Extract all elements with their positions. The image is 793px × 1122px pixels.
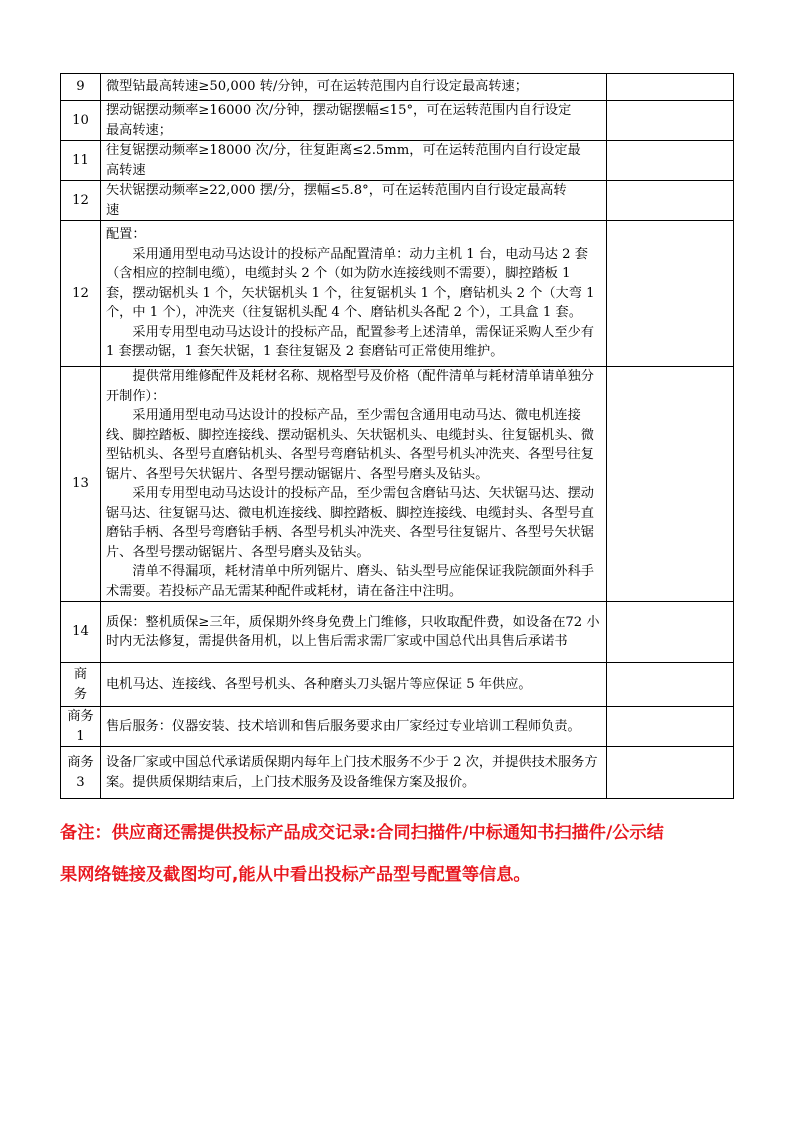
config-paragraph: 采用专用型电动马达设计的投标产品，配置参考上述清单，需保证采购人至少有 1 套摆动锯，1 套矢状锯，1 套往复锯及 2 套磨钻可正常使用维护。	[106, 324, 594, 360]
response-cell	[607, 74, 734, 101]
row-label	[61, 663, 101, 707]
row-number: 12	[61, 221, 101, 367]
requirement-text: 售后服务：仪器安装、技术培训和售后服务要求由厂家经过专业培训工程师负责。	[101, 707, 607, 747]
requirement-text: 设备厂家或中国总代承诺质保期内每年上门技术服务不少于 2 次，并提供技术服务方案。提供质保期结束后，上门技术服务及设备维保方案及报价。	[101, 747, 607, 799]
table-row	[61, 101, 734, 141]
requirement-text	[101, 101, 607, 141]
parts-paragraph: 清单不得漏项，耗材清单中所列锯片、磨头、钻头型号应能保证我院颌面外科手术需要。若投标产品无需某种配件或耗材，请在备注中注明。	[106, 564, 594, 599]
row-number: 11	[61, 141, 101, 181]
table-row	[61, 367, 734, 602]
text-line: 最高转速；	[106, 122, 172, 138]
row-number: 13	[61, 367, 101, 602]
requirement-text	[101, 181, 607, 221]
remark-line: 果网络链接及截图均可,能从中看出投标产品型号配置等信息。	[60, 865, 531, 885]
remark-line: 备注：供应商还需提供投标产品成交记录:合同扫描件/中标通知书扫描件/公示结	[60, 823, 664, 843]
config-heading: 配置：	[106, 227, 146, 243]
table-row	[61, 74, 734, 101]
table-row	[61, 707, 734, 747]
parts-paragraph: 采用通用型电动马达设计的投标产品，至少需包含通用电动马达、微电机连接线、脚控踏板、脚控连接线、摆动锯机头、矢状锯机头、电缆封头、往复锯机头、微型钻机头、各型号直磨钻机头、各型号弯磨钻机头、各型号机头冲洗夹、各型号往复锯片、各型号矢状锯片、各型号摆动锯锯片、各型号磨头及钻头。	[106, 408, 594, 482]
text-line: 微型钻最高转速≥50,000 转/分钟，可在运转范围内自行设定最高转速；	[106, 79, 528, 95]
response-cell	[607, 141, 734, 181]
text-line: 摆动锯摆动频率≥16000 次/分钟，摆动锯摆幅≤15°，可在运转范围内自行设定	[106, 103, 572, 118]
requirement-text	[101, 367, 607, 602]
row-label-line: 商	[73, 667, 88, 682]
text-line: 高转速	[106, 162, 146, 178]
response-cell	[607, 101, 734, 141]
parts-paragraph: 提供常用维修配件及耗材名称、规格型号及价格（配件清单与耗材清单请单独分开制作）：	[106, 369, 594, 404]
requirement-text	[101, 74, 607, 101]
response-cell	[607, 221, 734, 367]
row-label-line: 商务	[67, 709, 94, 724]
requirements-table	[60, 73, 734, 799]
text-line: 往复锯摆动频率≥18000 次/分，往复距离≤2.5mm，可在运转范围内自行设定最	[106, 143, 581, 158]
table-row	[61, 602, 734, 663]
table-row	[61, 747, 734, 799]
text-line: 矢状锯摆动频率≥22,000 摆/分，摆幅≤5.8°，可在运转范围内自行设定最高转	[106, 183, 567, 198]
row-number: 9	[61, 74, 101, 101]
row-label-line: 务	[73, 686, 88, 702]
requirement-text	[101, 141, 607, 181]
response-cell	[607, 707, 734, 747]
table-row	[61, 663, 734, 707]
table-row	[61, 141, 734, 181]
table-row	[61, 181, 734, 221]
response-cell	[607, 367, 734, 602]
parts-paragraph: 采用专用型电动马达设计的投标产品，至少需包含磨钻马达、矢状锯马达、摆动锯马达、往复锯马达、微电机连接线、脚控踏板、脚控连接线、电缆封头、各型号直磨钻手柄、各型号弯磨钻手柄、各型号机头冲洗夹、各型号往复锯片、各型号矢状锯片、各型号摆动锯锯片、各型号磨头及钻头。	[106, 486, 594, 560]
row-label	[61, 707, 101, 747]
response-cell	[607, 181, 734, 221]
response-cell	[607, 602, 734, 663]
row-label	[61, 747, 101, 799]
table-row	[61, 221, 734, 367]
requirement-text: 质保：整机质保≥三年，质保期外终身免费上门维修，只收取配件费，如设备在72 小时内无法修复，需提供备用机，以上售后需求需厂家或中国总代出具售后承诺书	[101, 602, 607, 663]
response-cell	[607, 663, 734, 707]
requirement-text: 电机马达、连接线、各型号机头、各种磨头刀头锯片等应保证 5 年供应。	[101, 663, 607, 707]
requirement-text	[101, 221, 607, 367]
row-number: 12	[61, 181, 101, 221]
row-number: 14	[61, 602, 101, 663]
remark-note	[60, 812, 750, 896]
row-label-line: 3	[76, 774, 85, 790]
row-label-line: 1	[76, 728, 85, 744]
response-cell	[607, 747, 734, 799]
row-number: 10	[61, 101, 101, 141]
text-line: 速	[106, 202, 120, 218]
config-paragraph: 采用通用型电动马达设计的投标产品配置清单：动力主机 1 台，电动马达 2 套（含相应的控制电缆），电缆封头 2 个（如为防水连接线则不需要），脚控踏板 1 套，摆动锯机头 1 个，矢状锯机头 1 个，往复锯机头 1 个，磨钻机头 2 个（大弯 1 个，中 1 个），冲洗夹（往复锯机头配 4 个、磨钻机头各配 2 个），工具盒 1 套。	[106, 246, 595, 321]
row-label-line: 商务	[67, 755, 94, 770]
